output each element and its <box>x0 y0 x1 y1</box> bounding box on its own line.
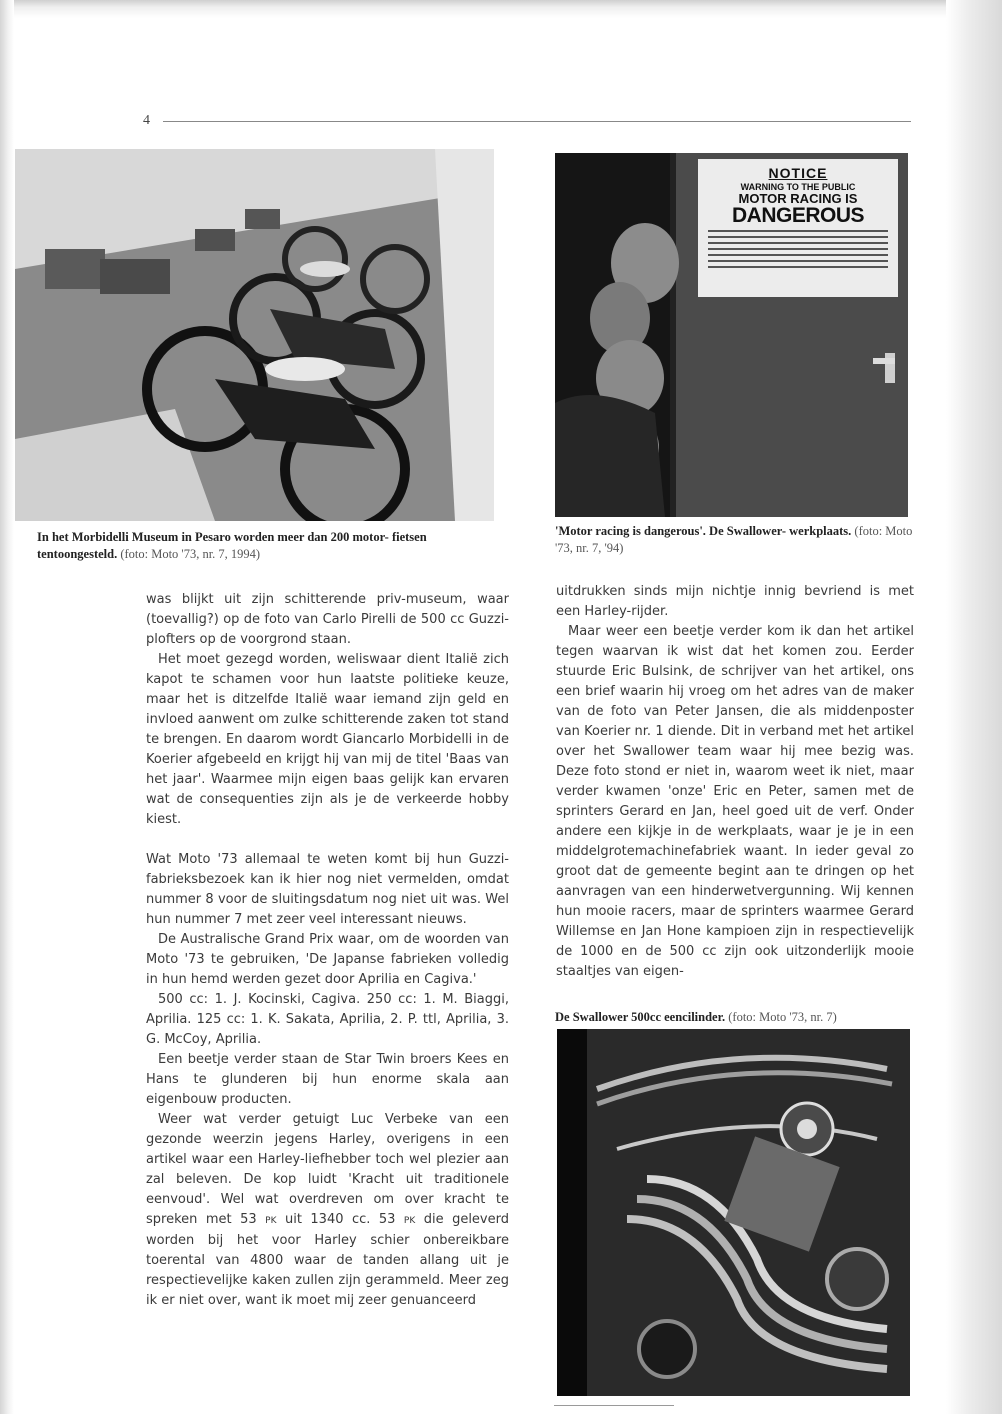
header-rule <box>163 121 911 122</box>
engine-caption-title: De Swallower 500cc eencilinder. <box>555 1010 726 1024</box>
scan-edge-right <box>946 0 1002 1414</box>
left-paragraph-4: De Australische Grand Prix waar, om de woorden van Moto '73 te gebruiken, 'De Japanse fabrieken volledig in hun hemd werden gezet door Aprilia en Cagiva.' <box>146 932 509 987</box>
workshop-photo <box>555 153 908 517</box>
scan-edge-top <box>0 0 1002 18</box>
notice-title: NOTICE <box>768 165 828 181</box>
scan-edge-left <box>0 0 14 1414</box>
left-paragraph-5: 500 cc: 1. J. Kocinski, Cagiva. 250 cc: 1. M. Biaggi, Aprilia. 125 cc: 1. K. Sakata, Aprilia, 2. P. ttl, Aprilia, 3. G. McCoy, Aprilia. <box>146 992 509 1047</box>
workshop-caption <box>555 523 915 557</box>
engine-photo <box>557 1029 910 1396</box>
page-number: 4 <box>143 113 150 128</box>
left-paragraph-7 <box>146 1110 509 1311</box>
notice-warning: WARNING TO THE PUBLIC <box>740 182 856 192</box>
bottom-rule <box>554 1405 674 1406</box>
left-text-column <box>146 590 509 1311</box>
notice-motor-racing: MOTOR RACING IS <box>738 191 858 206</box>
engine-caption-credit: (foto: Moto '73, nr. 7) <box>728 1010 837 1024</box>
museum-photo <box>15 149 494 521</box>
museum-photo-drawing <box>15 149 494 521</box>
museum-caption <box>37 529 497 563</box>
right-paragraph-2: Maar weer een beetje verder kom ik dan het artikel tegen waarvan ik wist dat het komen zou. Eerder stuurde Eric Bulsink, de schrijver van het artikel, ons een brief waarin hij vroeg om het adres van de maker van de foto van Peter Jansen, die als middenposter van Koerier nr. 1 diende. Dit in verband met het artikel over het Swallower team waar hij mee bezig was. Deze foto stond er niet in, waarom weet ik niet, maar verder kwamen 'onze' Eric en Peter, samen met de sprinters Gerard en Jan, heel goed uit de verf. Onder andere een kijkje in de werkplaats, waar je je in een middelgrotemachinefabriek waant. In ieder geval zo groot dat de gemeente begint aan te dringen op het aanvragen van een hinderwetvergunning. Wij kennen hun mooie racers, maar de sprinters waarmee Gerard Willemse en Jan Hone kampioen zijn in respectievelijk de 1000 en de 500 cc zijn ook uitzonderlijk mooie staaltjes van eigen- <box>556 624 914 979</box>
left-paragraph-7-part-a: Weer wat verder getuigt Luc Verbeke van een gezonde weerzin jegens Harley, overigens in een artikel waar een Harley-liefhebber toch wel plezier aan zal beleven. De kop luidt 'Kracht uit traditionele eenvoud'. Wel wat overdreven om over kracht te spreken met 53 <box>146 1112 509 1227</box>
left-paragraph-7-part-b: uit 1340 cc. 53 <box>284 1212 396 1227</box>
engine-caption <box>555 1009 920 1026</box>
pk-unit: PK <box>403 1216 416 1226</box>
notice-fine-print <box>708 230 888 268</box>
museum-caption-title: In het Morbidelli Museum in Pesaro worden meer dan 200 motor- fietsen tentoongesteld. <box>37 530 427 561</box>
museum-caption-credit: (foto: Moto '73, nr. 7, 1994) <box>120 547 261 561</box>
workshop-caption-title: 'Motor racing is dangerous'. De Swallower- werkplaats. <box>555 524 852 538</box>
right-paragraph-1: uitdrukken sinds mijn nichtje innig bevriend is met een Harley-rijder. <box>556 584 914 619</box>
left-paragraph-2: Het moet gezegd worden, weliswaar dient Italië zich kapot te schamen voor hun laatste politieke keuze, maar het is ditzelfde Italië waar iemand zijn geld en invloed aanwent om zulke schitterende zaken tot stand te brengen. En daarom wordt Giancarlo Morbidelli in de Koerier afgebeeld en krijgt hij van mij de titel 'Baas van het jaar'. Waarmee mijn eigen baas gelijk kan ervaren wat de consequenties zijn als je de verkeerde hobby kiest. <box>146 652 509 827</box>
workshop-caption-credit: (foto: Moto '73, nr. 7, '94) <box>555 524 913 555</box>
left-paragraph-3: Wat Moto '73 allemaal te weten komt bij hun Guzzi-fabrieksbezoek kan ik hier nog niet vermelden, omdat nummer 8 voor de sluitingsdatum nog niet uit was. Wel hun nummer 7 met zeer veel interessant nieuws. <box>146 852 509 927</box>
notice-dangerous: DANGEROUS <box>731 204 864 227</box>
left-paragraph-6: Een beetje verder staan de Star Twin broers Kees en Hans te glunderen bij hun enorme skala aan eigenbouw producten. <box>146 1052 509 1107</box>
left-paragraph-7-part-c: die geleverd worden bij het voor Harley schier onbereikbare toerental van 4800 waar de tanden allang uit je respectievelijke kaken zullen zijn gerammeld. Meer zeg ik er niet over, want ik moet mij zeer genuanceerd <box>146 1212 509 1308</box>
pk-unit: PK <box>265 1216 277 1226</box>
engine-photo-drawing <box>557 1029 910 1396</box>
right-text-column <box>556 582 914 982</box>
left-paragraph-1: was blijkt uit zijn schitterende priv-museum, waar (toevallig?) op de foto van Carlo Pirelli de 500 cc Guzzi-plofters op de voorgrond staan. <box>146 592 509 647</box>
notice-sign <box>698 159 898 297</box>
